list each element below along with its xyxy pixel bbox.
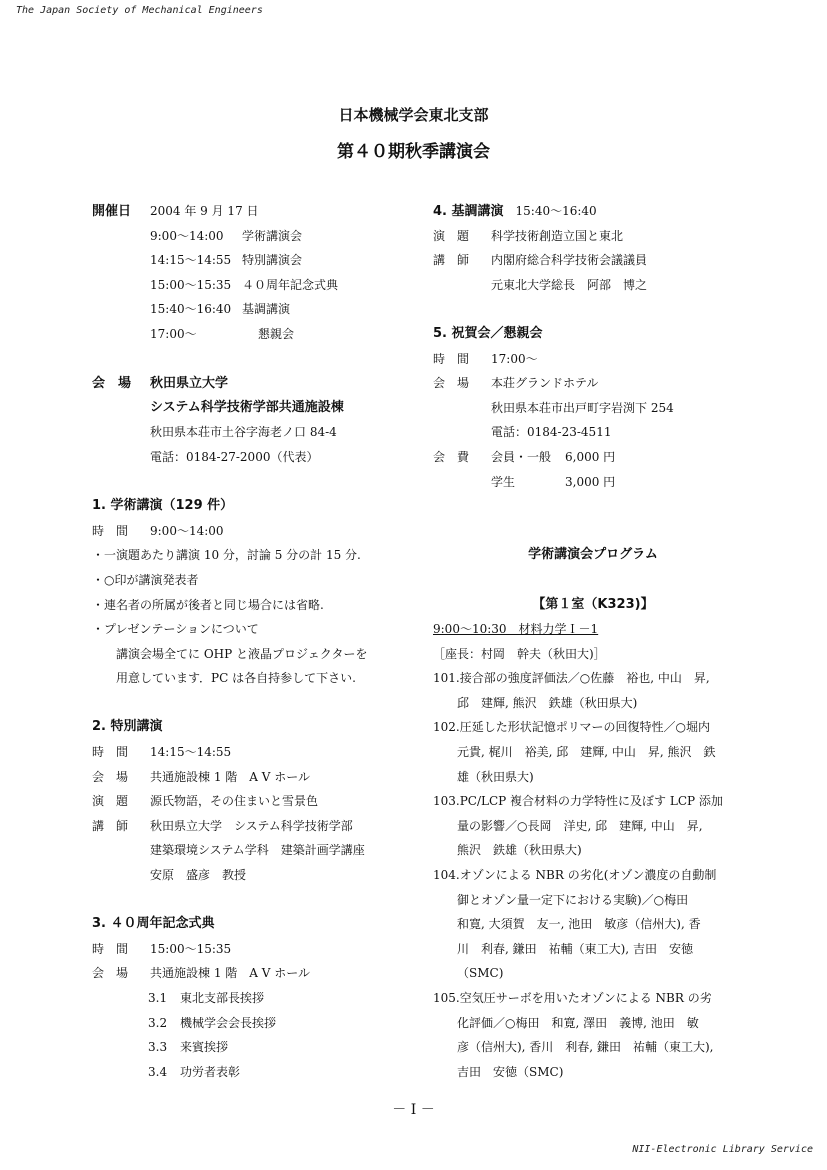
paper-item xyxy=(433,986,753,1084)
s5-label: 会 場 xyxy=(433,376,470,391)
s5-fee-label: 会 費 xyxy=(433,449,470,464)
s3-item-number: 3.3 xyxy=(148,1040,168,1055)
s4-label: 演 題 xyxy=(433,228,470,243)
s3-item-text: 来賓挨拶 xyxy=(180,1040,229,1055)
paper-line: （SMC) xyxy=(457,966,504,981)
paper-line: 量の影響／○長岡 洋史, 邱 建輝, 中山 昇, xyxy=(457,818,703,833)
s5-phone: 電話：0184-23-4511 xyxy=(491,425,612,440)
s5-fee-amount: 6,000 円 xyxy=(565,449,616,464)
page-number: － I － xyxy=(392,1102,435,1118)
venue-address: 秋田県本荘市土谷字海老ノ口 84-4 xyxy=(150,425,337,440)
s3-item-number: 3.4 xyxy=(148,1064,168,1079)
schedule-time: 9:00～14:00 xyxy=(150,228,224,243)
s2-row xyxy=(92,814,422,839)
s5-address: 秋田県本荘市出戸町字岩渕下 254 xyxy=(491,400,674,415)
s5-label: 時 間 xyxy=(433,351,470,366)
s2-extra-line: 安原 盛彦 教授 xyxy=(150,868,247,883)
s3-item-text: 功労者表彰 xyxy=(180,1064,241,1079)
s4-time: 15:40～16:40 xyxy=(515,204,597,218)
s2-extra-line: 建築環境システム学科 建築計画学講座 xyxy=(150,843,365,858)
s5-row xyxy=(433,347,753,372)
s3-value: 15:00～15:35 xyxy=(150,941,232,956)
paper-line: 川 利春, 鎌田 祐輔（東工大), 吉田 安徳 xyxy=(457,941,693,956)
paper-item xyxy=(433,715,753,789)
s4-value: 内閣府総合科学技術会議議員 xyxy=(491,253,648,268)
s4-label: 講 師 xyxy=(433,253,470,268)
s5-fee-row xyxy=(433,470,753,495)
s4-value: 科学技術創造立国と東北 xyxy=(491,228,624,243)
s4-row xyxy=(433,224,753,249)
library-service-footer: NII-Electronic Library Service xyxy=(632,1144,813,1155)
section-2-title: 2. 特別講演 xyxy=(92,719,163,735)
paper-item xyxy=(433,666,753,715)
s5-fee-type: 学生 xyxy=(491,474,516,489)
paper-item xyxy=(433,863,753,986)
left-column xyxy=(92,199,422,1084)
s4-row xyxy=(433,248,753,273)
s1-presentation-line: 用意しています．PC は各自持参して下さい. xyxy=(116,671,356,686)
s1-presentation-line: 講演会場全てに OHP と液晶プロジェクターを xyxy=(116,646,368,661)
s5-fee-row xyxy=(433,445,753,470)
schedule-time: 15:40～16:40 xyxy=(150,302,232,317)
paper-line: 吉田 安徳（SMC) xyxy=(457,1064,564,1079)
schedule-row xyxy=(92,224,422,249)
paper-line: 雄（秋田県大) xyxy=(457,769,534,784)
section-1-title: 1. 学術講演（129 件） xyxy=(92,498,234,514)
s1-bullet: ・○印が講演発表者 xyxy=(92,572,199,587)
venue-name: 秋田県立大学 xyxy=(150,376,229,392)
schedule-row xyxy=(92,297,422,322)
schedule-event: 特別講演会 xyxy=(242,253,303,268)
s1-bullet: ・一演題あたり講演 10 分，討論 5 分の計 15 分. xyxy=(92,548,361,563)
s3-label: 時 間 xyxy=(92,941,129,956)
s1-time-row xyxy=(92,519,422,544)
schedule-event: 基調講演 xyxy=(242,302,291,317)
s3-item xyxy=(92,1060,422,1085)
s3-item-text: 機械学会会長挨拶 xyxy=(180,1015,277,1030)
schedule-row xyxy=(92,248,422,273)
paper-line: 103.PC/LCP 複合材料の力学特性に及ぼす LCP 添加 xyxy=(433,794,723,809)
s2-label: 講 師 xyxy=(92,818,129,833)
program-title: 学術講演会プログラム xyxy=(528,547,658,563)
s2-label: 会 場 xyxy=(92,769,129,784)
s2-row xyxy=(92,765,422,790)
venue-label: 会 場 xyxy=(92,376,132,392)
s5-fee-type: 会員・一般 xyxy=(491,449,552,464)
date-value: 2004 年 9 月 17 日 xyxy=(150,204,259,218)
paper-line: 熊沢 鉄雄（秋田県大) xyxy=(457,843,582,858)
s3-value: 共通施設棟 1 階 A V ホール xyxy=(150,966,310,981)
section-4-title-row xyxy=(433,199,753,224)
s3-item xyxy=(92,1011,422,1036)
date-label: 開催日 xyxy=(92,204,132,219)
s4-extra-line: 元東北大学総長 阿部 博之 xyxy=(491,277,648,292)
chair-line: ［座長：村岡 幹夫（秋田大)］ xyxy=(433,646,606,661)
s5-row xyxy=(433,371,753,396)
society-header: The Japan Society of Mechanical Engineers xyxy=(16,5,263,16)
section-3-title: 3. ４０周年記念式典 xyxy=(92,916,215,932)
s5-value: 17:00～ xyxy=(491,351,538,366)
schedule-event: 懇親会 xyxy=(258,326,295,341)
paper-line: 105.空気圧サーボを用いたオゾンによる NBR の劣 xyxy=(433,991,712,1005)
schedule-time: 15:00～15:35 xyxy=(150,277,232,292)
paper-line: 御とオゾン量一定下における実験)／○梅田 xyxy=(457,892,689,907)
s3-label: 会 場 xyxy=(92,966,129,981)
venue-row xyxy=(92,371,422,396)
document-title-line1: 日本機械学会東北支部 xyxy=(338,106,489,124)
schedule-row xyxy=(92,322,422,347)
document-title-line2: 第４０期秋季講演会 xyxy=(337,142,490,162)
s1-bullet: ・連名者の所属が後者と同じ場合には省略. xyxy=(92,597,324,612)
s5-value: 本荘グランドホテル xyxy=(491,376,599,391)
paper-line: 元貴, 梶川 裕美, 邱 建輝, 中山 昇, 熊沢 鉄 xyxy=(457,745,716,760)
s3-item-number: 3.2 xyxy=(148,1015,168,1030)
schedule-event: 学術講演会 xyxy=(242,228,303,243)
s2-row xyxy=(92,789,422,814)
date-row xyxy=(92,199,422,224)
section-5-title: 5. 祝賀会／懇親会 xyxy=(433,325,543,341)
paper-item xyxy=(433,789,753,863)
paper-line: 邱 建輝, 熊沢 鉄雄（秋田県大) xyxy=(457,695,638,710)
s1-bullet: ・プレゼンテーションについて xyxy=(92,622,259,637)
venue-building: システム科学技術学部共通施設棟 xyxy=(150,399,344,415)
s2-value: 14:15～14:55 xyxy=(150,745,232,760)
paper-line: 104.オゾンによる NBR の劣化(オゾン濃度の自動制 xyxy=(433,868,717,883)
s3-row xyxy=(92,961,422,986)
s1-time-value: 9:00～14:00 xyxy=(150,523,224,538)
s2-label: 演 題 xyxy=(92,794,129,809)
paper-line: 和寛, 大須賀 友一, 池田 敏彦（信州大), 香 xyxy=(457,917,701,932)
s1-time-label: 時 間 xyxy=(92,523,129,538)
s2-row xyxy=(92,740,422,765)
paper-line: 彦（信州大), 香川 利春, 鎌田 祐輔（東工大), xyxy=(457,1040,714,1055)
paper-line: 102.圧延した形状記憶ポリマーの回復特性／○堀内 xyxy=(433,720,710,735)
s5-fee-amount: 3,000 円 xyxy=(565,474,616,489)
s2-value: 秋田県立大学 システム科学技術学部 xyxy=(150,818,353,833)
paper-line: 101.接合部の強度評価法／○佐藤 裕也, 中山 昇, xyxy=(433,671,710,686)
paper-line: 化評価／○梅田 和寛, 澤田 義博, 池田 敏 xyxy=(457,1015,699,1030)
venue-phone: 電話：0184-27-2000（代表） xyxy=(150,449,319,464)
s2-value: 共通施設棟 1 階 A V ホール xyxy=(150,769,310,784)
section-4-title: 4. 基調講演 xyxy=(433,204,504,219)
room-title: 【第１室（K323)】 xyxy=(532,596,654,612)
s3-item xyxy=(92,1035,422,1060)
schedule-event: ４０周年記念式典 xyxy=(242,277,339,292)
schedule-time: 14:15～14:55 xyxy=(150,253,232,268)
s3-item-text: 東北支部長挨拶 xyxy=(180,991,265,1005)
schedule-row xyxy=(92,273,422,298)
s3-item xyxy=(92,986,422,1011)
s3-row xyxy=(92,937,422,962)
s3-item-number: 3.1 xyxy=(148,991,168,1005)
session-title: 9:00～10:30 材料力学Ｉ－1 xyxy=(433,622,599,637)
s2-label: 時 間 xyxy=(92,745,129,760)
schedule-time: 17:00～ xyxy=(150,326,197,341)
right-column xyxy=(433,199,753,1084)
s2-value: 源氏物語，その住まいと雪景色 xyxy=(150,794,319,809)
